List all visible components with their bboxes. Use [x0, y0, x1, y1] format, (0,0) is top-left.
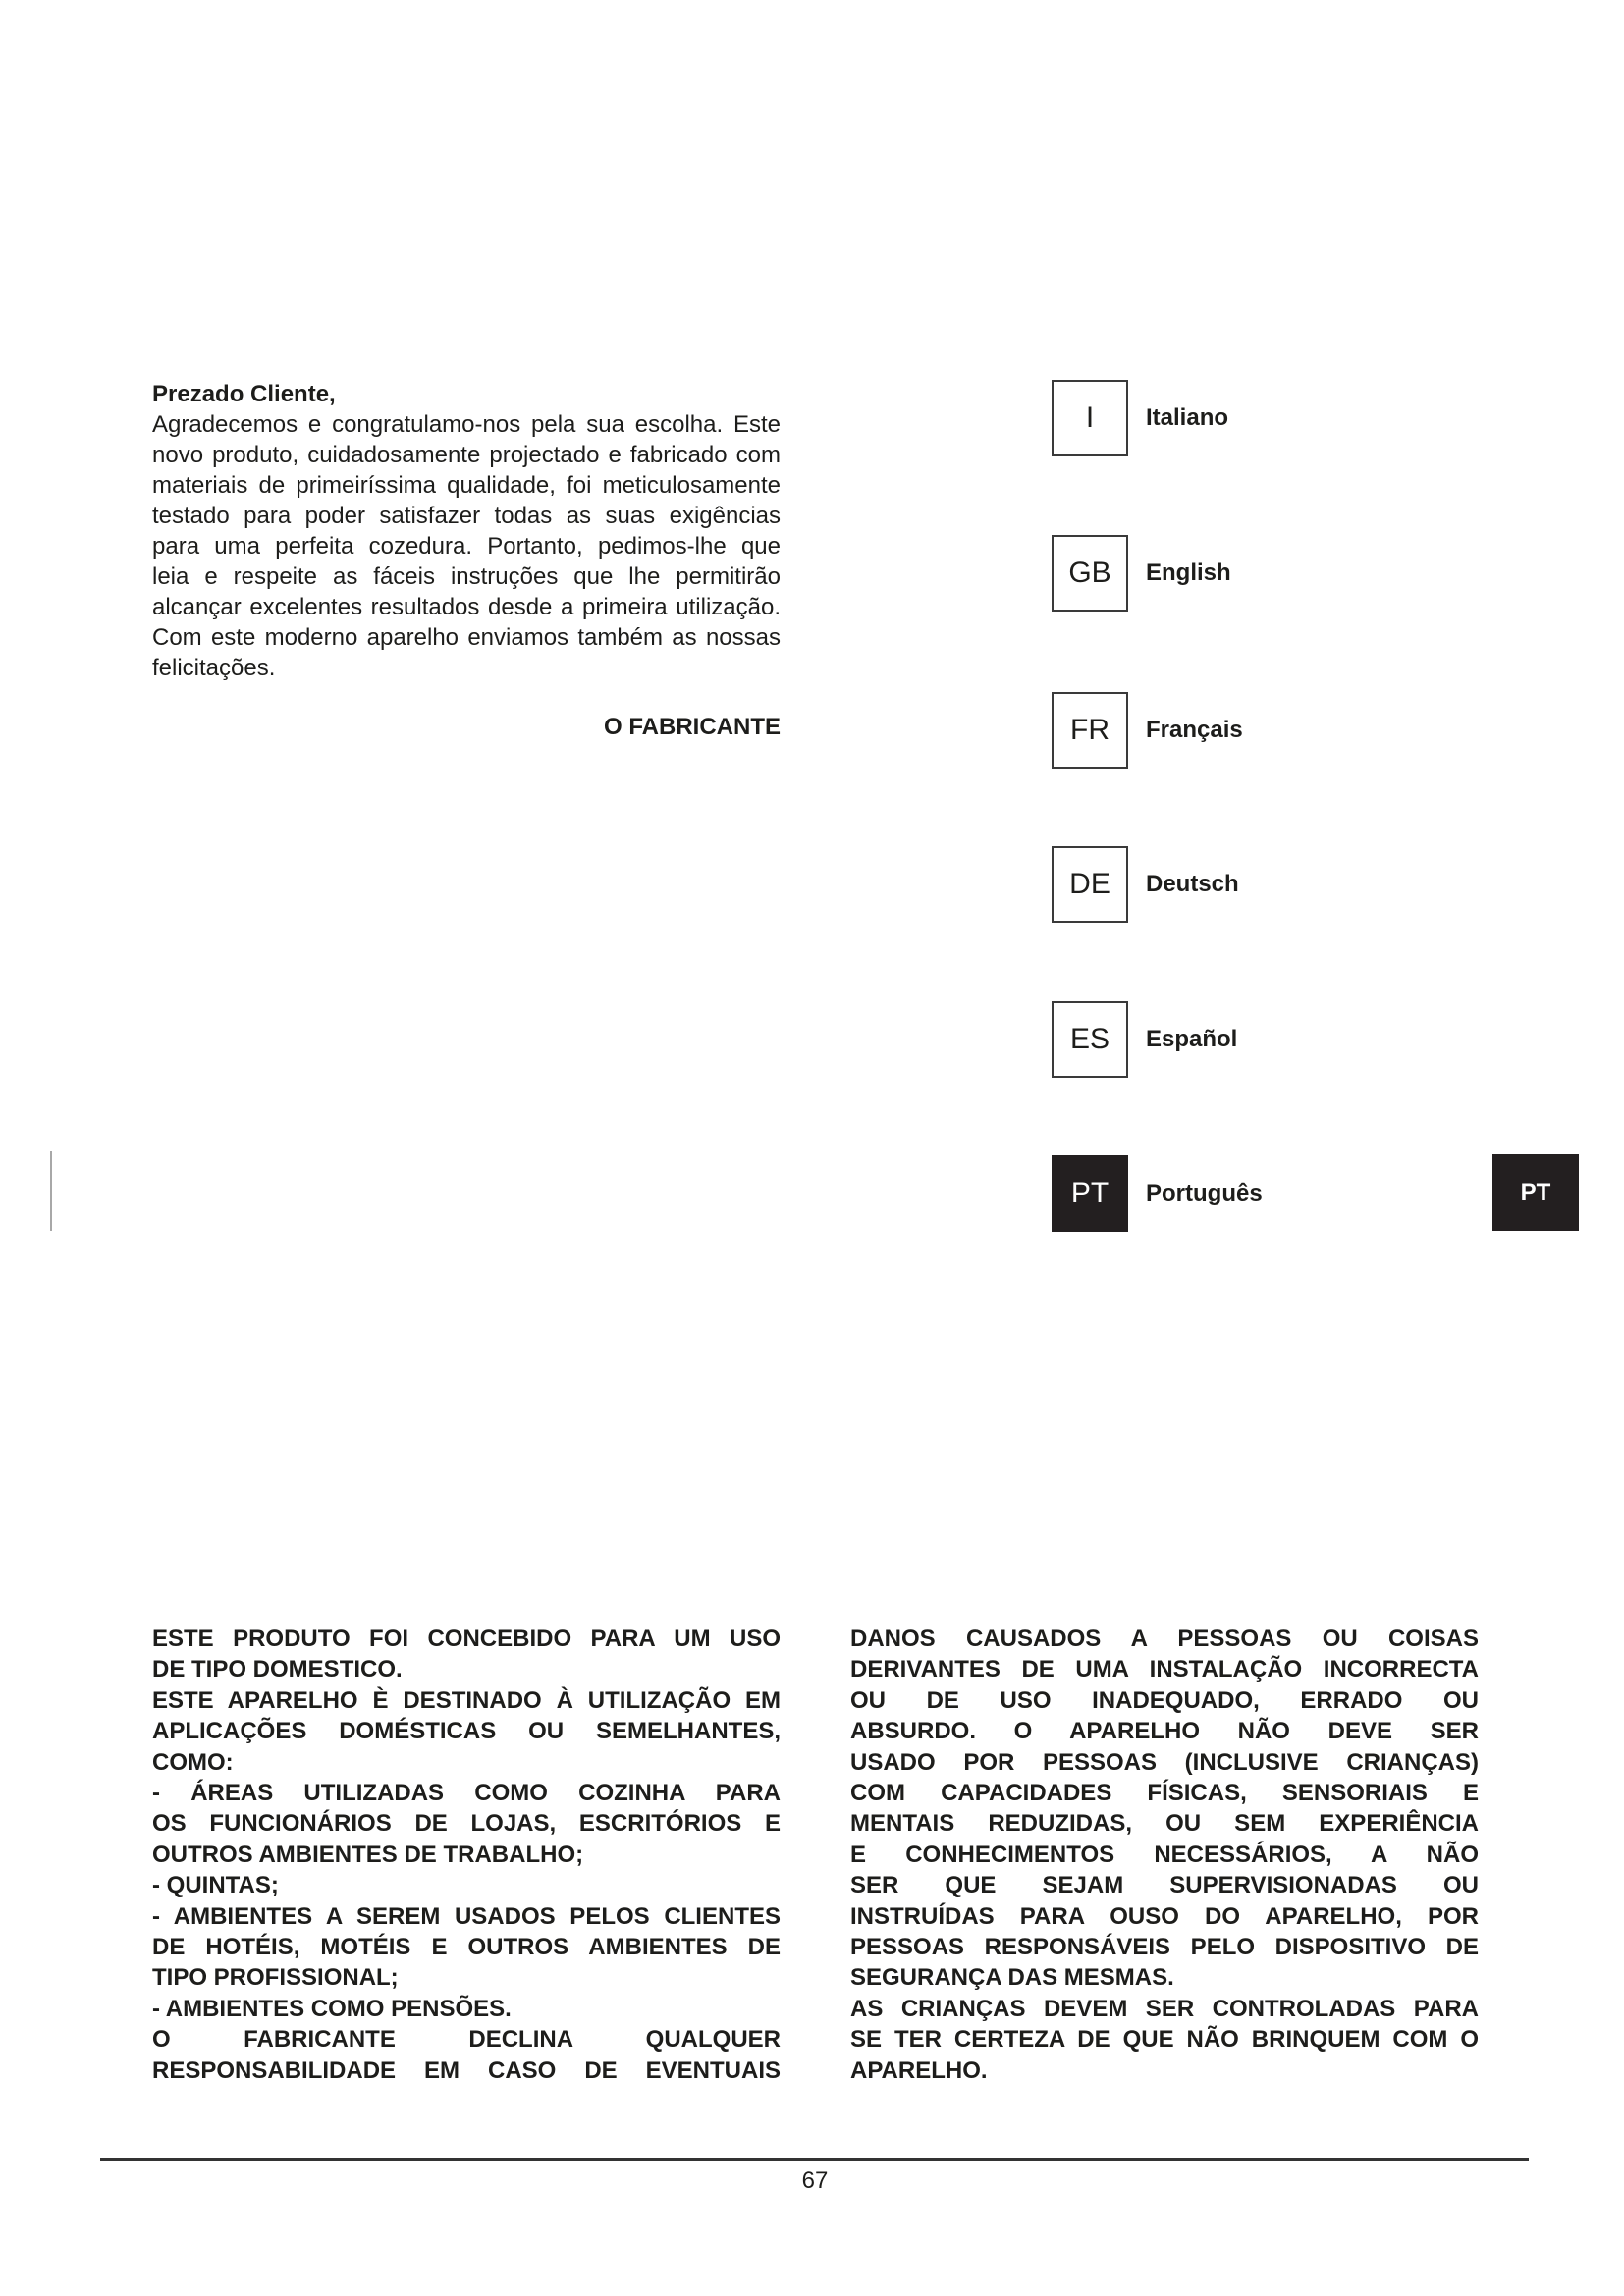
notice-line: INSTRUÍDAS PARA OUSO DO APARELHO, POR: [850, 1902, 1479, 1930]
intro-letter: [152, 379, 781, 742]
notice-line: - ÁREAS UTILIZADAS COMO COZINHA PARA: [152, 1780, 781, 1807]
salutation: Prezado Cliente,: [152, 381, 336, 407]
language-code-box: I: [1052, 380, 1128, 456]
language-entry-italiano: [1052, 380, 1444, 456]
notice-paragraph: [152, 1994, 781, 2024]
notice-line: COM CAPACIDADES FÍSICAS, SENSORIAIS E: [850, 1780, 1479, 1807]
language-name: Español: [1146, 1026, 1238, 1052]
notice-paragraph: [152, 1778, 781, 1870]
notice-line: DERIVANTES DE UMA INSTALAÇÃO INCORRECTA: [850, 1656, 1479, 1683]
language-entry-francais: [1052, 692, 1444, 769]
notice-line: E CONHECIMENTOS NECESSÁRIOS, A NÃO: [850, 1841, 1479, 1868]
language-code-box-selected: PT: [1052, 1155, 1128, 1232]
notice-line: - QUINTAS;: [152, 1872, 279, 1899]
notice-line: SE TER CERTEZA DE QUE NÃO BRINQUEM COM O: [850, 2026, 1479, 2054]
notice-column-left: [152, 1624, 781, 2086]
language-name: Français: [1146, 717, 1243, 743]
notice-paragraph: [850, 1994, 1479, 2086]
language-entry-portugues: [1052, 1155, 1444, 1232]
intro-line: materiais de primeiríssima qualidade, foi meticulosamente: [152, 472, 781, 499]
signature: O FABRICANTE: [604, 714, 781, 740]
notice-line: AS CRIANÇAS DEVEM SER CONTROLADAS PARA: [850, 1995, 1479, 2022]
notice-line: DE HOTÉIS, MOTÉIS E OUTROS AMBIENTES DE: [152, 1934, 781, 1961]
notice-line: SEGURANÇA DAS MESMAS.: [850, 1964, 1174, 1992]
notice-line: ESTE PRODUTO FOI CONCEBIDO PARA UM USO: [152, 1626, 781, 1652]
notice-line: APLICAÇÕES DOMÉSTICAS OU SEMELHANTES,: [152, 1718, 781, 1745]
notice-line: MENTAIS REDUZIDAS, OU SEM EXPERIÊNCIA: [850, 1810, 1479, 1838]
language-entry-espanol: [1052, 1001, 1444, 1078]
language-name: Italiano: [1146, 404, 1229, 431]
notice-line: - AMBIENTES COMO PENSÕES.: [152, 1995, 512, 2022]
intro-line: para uma perfeita cozedura. Portanto, pedimos-lhe que: [152, 533, 781, 560]
notice-line: TIPO PROFISSIONAL;: [152, 1964, 399, 1992]
notice-line: USADO POR PESSOAS (INCLUSIVE CRIANÇAS): [850, 1748, 1479, 1776]
notice-paragraph: [152, 1870, 781, 1900]
notice-line: RESPONSABILIDADE EM CASO DE EVENTUAIS: [152, 2056, 781, 2084]
notice-line: PESSOAS RESPONSÁVEIS PELO DISPOSITIVO DE: [850, 1934, 1479, 1961]
page-number: 67: [801, 2167, 829, 2194]
notice-line: OUTROS AMBIENTES DE TRABALHO;: [152, 1841, 584, 1868]
language-code-box: FR: [1052, 692, 1128, 769]
language-entry-deutsch: [1052, 846, 1444, 923]
language-name: Deutsch: [1146, 871, 1239, 897]
margin-rule: [50, 1151, 52, 1231]
intro-line: alcançar excelentes resultados desde a primeira utilização.: [152, 594, 781, 620]
language-name: Português: [1146, 1180, 1263, 1206]
language-code-box: GB: [1052, 535, 1128, 612]
notice-line: O FABRICANTE DECLINA QUALQUER: [152, 2026, 781, 2054]
intro-line: felicitações.: [152, 655, 276, 681]
notice-line: ABSURDO. O APARELHO NÃO DEVE SER: [850, 1718, 1479, 1745]
language-side-tab: PT: [1492, 1154, 1579, 1231]
notice-paragraph: [152, 1685, 781, 1778]
intro-line: novo produto, cuidadosamente projectado e fabricado com: [152, 442, 781, 468]
intro-line: Com este moderno aparelho enviamos também as nossas: [152, 624, 781, 651]
notice-line: DE TIPO DOMESTICO.: [152, 1656, 403, 1683]
language-name: English: [1146, 560, 1231, 586]
notice-line: COMO:: [152, 1748, 234, 1776]
notice-paragraph: [152, 1624, 781, 1685]
notice-line: SER QUE SEJAM SUPERVISIONADAS OU: [850, 1872, 1479, 1899]
language-entry-english: [1052, 535, 1444, 612]
notice-line: ESTE APARELHO È DESTINADO À UTILIZAÇÃO EM: [152, 1686, 781, 1714]
language-code-box: DE: [1052, 846, 1128, 923]
intro-line: Agradecemos e congratulamo-nos pela sua escolha. Este: [152, 411, 781, 438]
notice-paragraph: [152, 2024, 781, 2086]
notice-column-right: [850, 1624, 1479, 2086]
notice-line: DANOS CAUSADOS A PESSOAS OU COISAS: [850, 1626, 1479, 1652]
notice-paragraph: [152, 1901, 781, 1994]
notice-line: - AMBIENTES A SEREM USADOS PELOS CLIENTES: [152, 1902, 781, 1930]
language-code-box: ES: [1052, 1001, 1128, 1078]
footer-rule: [100, 2158, 1529, 2161]
intro-line: testado para poder satisfazer todas as suas exigências: [152, 503, 781, 529]
notice-line: APARELHO.: [850, 2056, 988, 2084]
intro-line: leia e respeite as fáceis instruções que lhe permitirão: [152, 563, 781, 590]
notice-paragraph: [850, 1624, 1479, 1994]
notice-line: OS FUNCIONÁRIOS DE LOJAS, ESCRITÓRIOS E: [152, 1810, 781, 1838]
notice-line: OU DE USO INADEQUADO, ERRADO OU: [850, 1686, 1479, 1714]
